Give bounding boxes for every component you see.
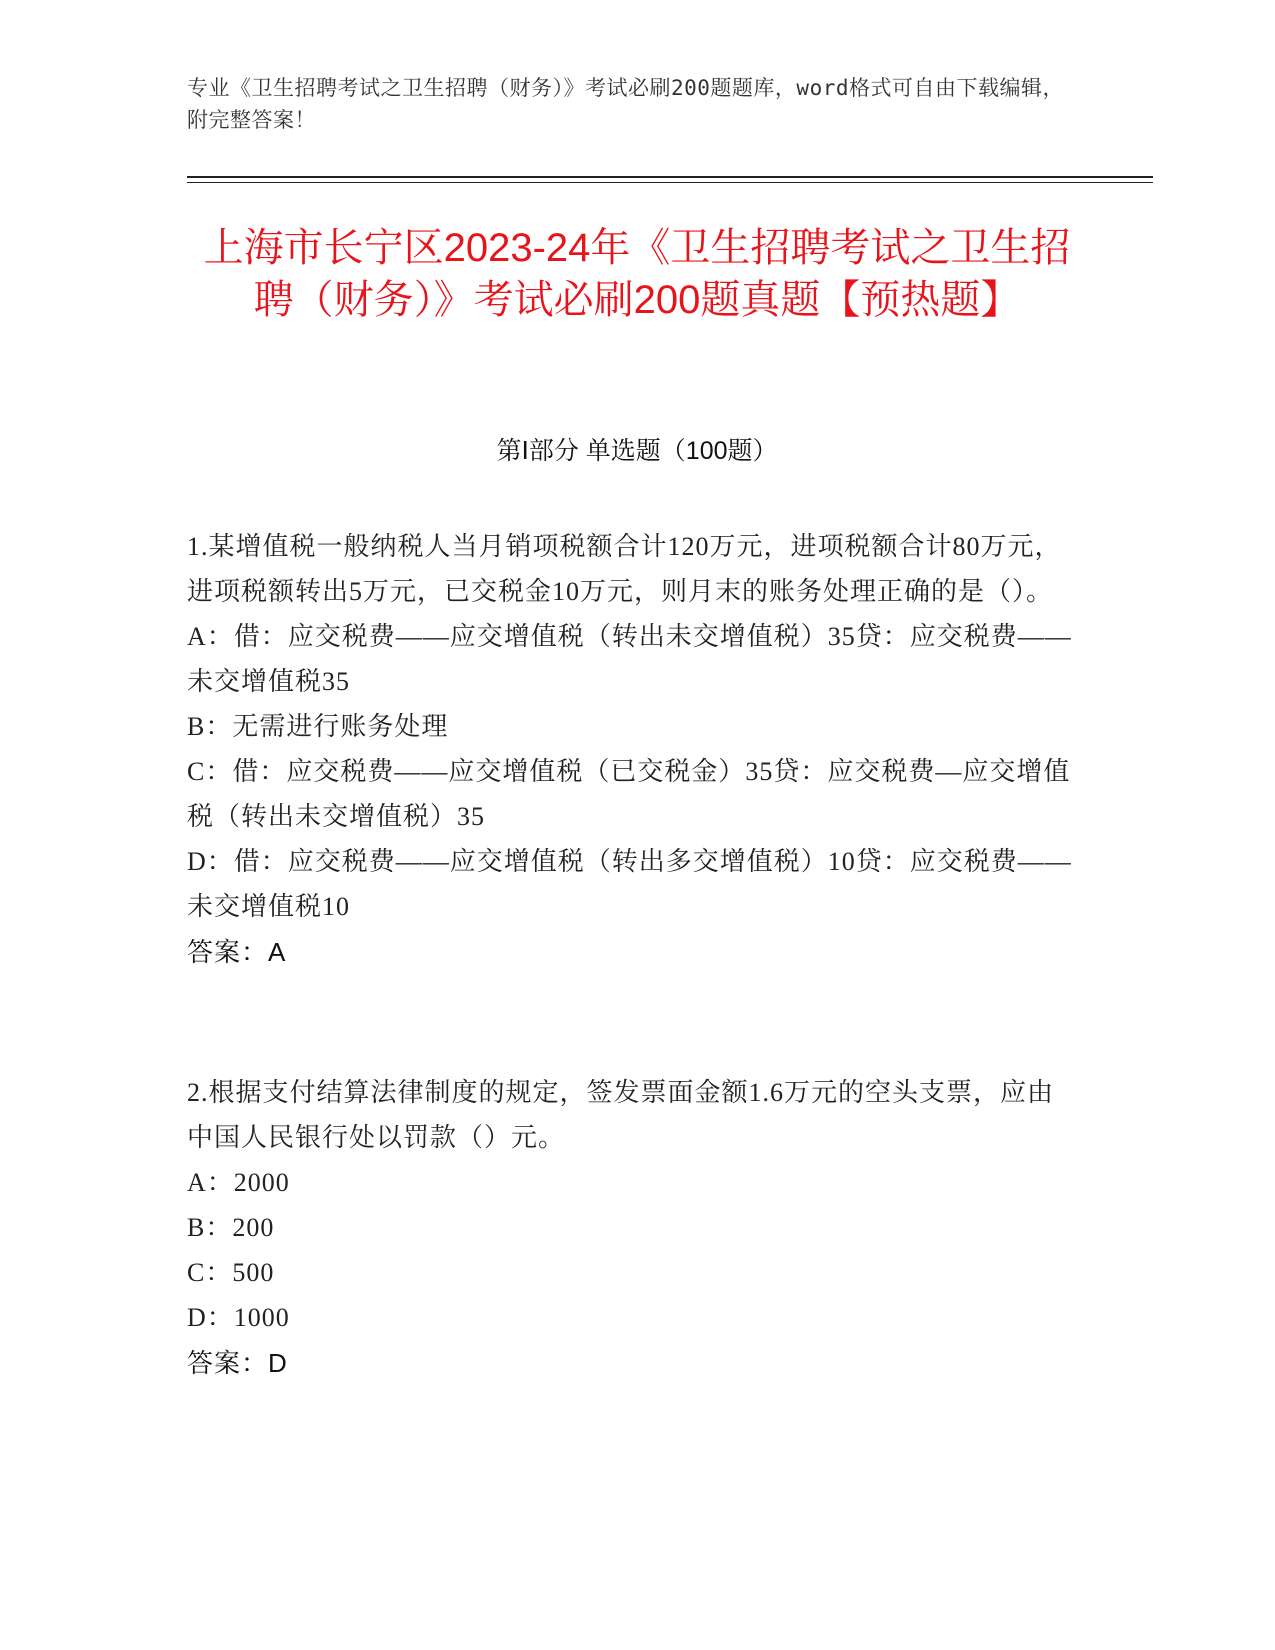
- option-d: D：1000: [187, 1303, 290, 1332]
- question-block: [187, 1070, 1077, 1386]
- header-divider-thin: [187, 182, 1153, 183]
- document-title: 上海市长宁区2023-24年《卫生招聘考试之卫生招聘（财务）》考试必刷200题真题【预热题】: [203, 226, 1071, 322]
- header-divider-thick: [187, 176, 1153, 178]
- answer: 答案：D: [187, 1348, 288, 1378]
- option-c: C：借：应交税费——应交增值税（已交税金）35贷：应交税费—应交增值税（转出未交增值税）35: [187, 757, 1071, 831]
- option-a: A：借：应交税费——应交增值税（转出未交增值税）35贷：应交税费——未交增值税35: [187, 622, 1072, 696]
- option-b: B：无需进行账务处理: [187, 712, 449, 741]
- answer: 答案：A: [187, 937, 287, 967]
- question-block: [187, 524, 1077, 975]
- header-note: 专业《卫生招聘考试之卫生招聘（财务）》考试必刷200题题库，word格式可自由下载编辑，附完整答案！: [187, 76, 1064, 132]
- question-stem: 1.某增值税一般纳税人当月销项税额合计120万元，进项税额合计80万元，进项税额转出5万元，已交税金10万元，则月末的账务处理正确的是（）。: [187, 532, 1062, 606]
- option-a: A：2000: [187, 1168, 290, 1197]
- question-stem: 2.根据支付结算法律制度的规定，签发票面金额1.6万元的空头支票，应由中国人民银行处以罚款（）元。: [187, 1078, 1055, 1152]
- option-d: D：借：应交税费——应交增值税（转出多交增值税）10贷：应交税费——未交增值税10: [187, 847, 1072, 921]
- option-b: B：200: [187, 1213, 275, 1242]
- option-c: C：500: [187, 1258, 275, 1287]
- section-heading: 第Ⅰ部分 单选题（100题）: [496, 437, 778, 465]
